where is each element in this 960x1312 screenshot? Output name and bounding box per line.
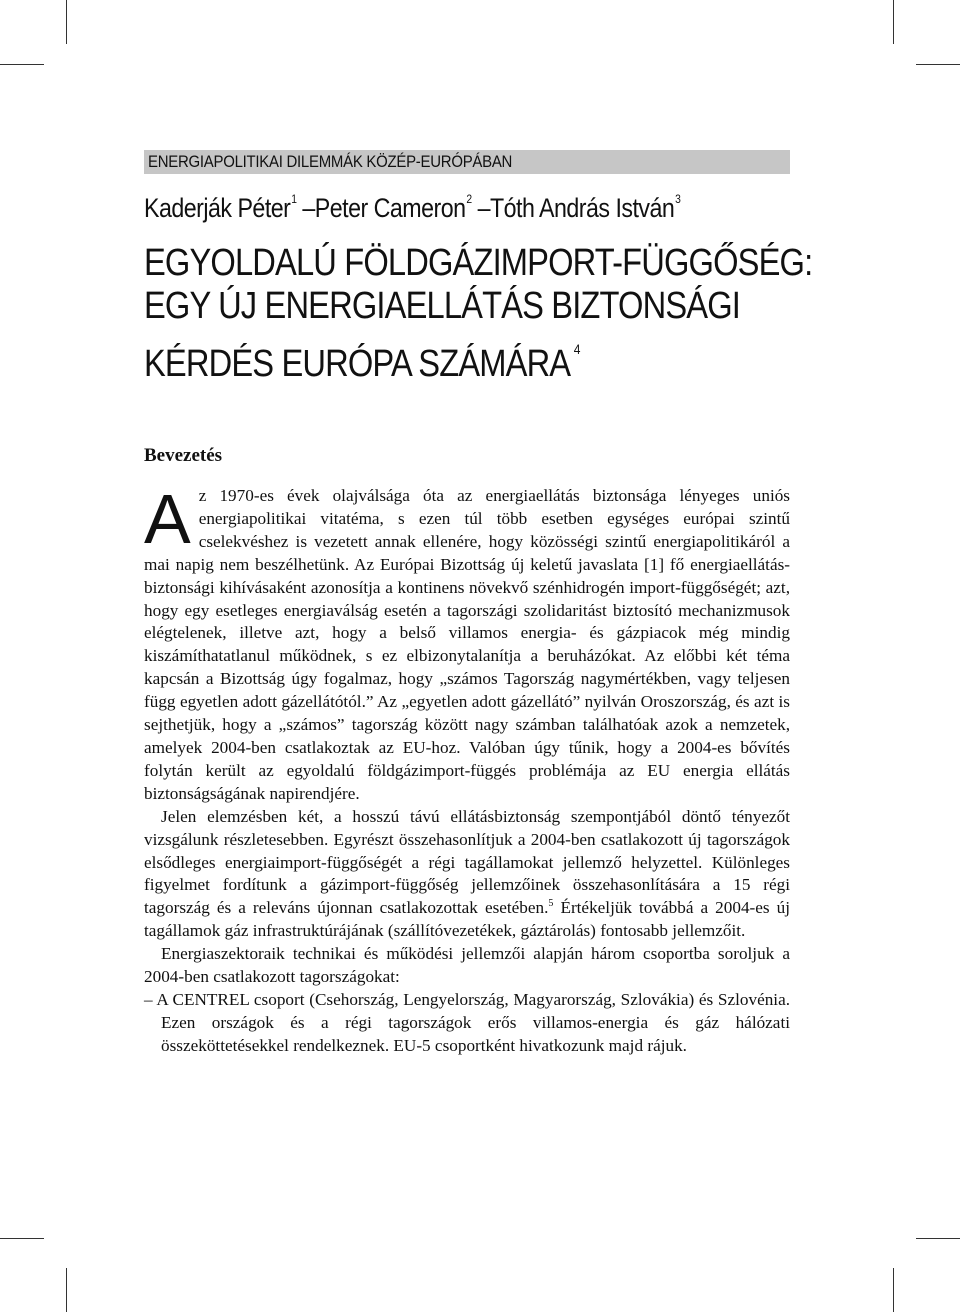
crop-mark-bottom-left-h [0, 1238, 44, 1239]
crop-mark-top-right-h [916, 64, 960, 65]
title-line: EGYOLDALÚ FÖLDGÁZIMPORT-FÜGGŐSÉG: [144, 242, 813, 284]
crop-mark-top-left-h [0, 64, 44, 65]
section-heading: Bevezetés [144, 445, 223, 466]
article-title [144, 242, 812, 386]
footnote-ref[interactable]: 5 [548, 898, 554, 910]
author-name: Peter Cameron [314, 193, 466, 223]
crop-mark-bottom-right [893, 1268, 894, 1312]
title-line: EGY ÚJ ENERGIAELLÁTÁS BIZTONSÁGI [144, 285, 741, 327]
crop-mark-bottom-right-h [916, 1238, 960, 1239]
author-footnote-ref[interactable]: 1 [291, 192, 297, 206]
author-name: Tóth András István [489, 193, 675, 223]
author-name: Kaderják Péter [144, 193, 291, 223]
body-text [144, 480, 790, 1058]
author-footnote-ref[interactable]: 2 [466, 192, 472, 206]
paragraph: Jelen elemzésben két, a hosszú távú ellátásbiztonság szempontjából döntő tényezőt vizsgálunk részletesebben. Egyrészt összehasonlítjuk a 2004-ben csatlakozott új tagországok elsődleges energiaimport-függőségét a régi tagállamokat jellemző helyzettel. Különleges figyelmet fordítunk a gázimport-függőség jellemzőinek összehasonlítására a 15 régi tagország és a releváns újonnan csatlakozottak esetében.$^5$ Értékeljük továbbá a 2004-es új tagállamok gáz infrastruktúrájának (szállítóvezetékek, gáztárolás) fontosabb jellemzőit. [144, 806, 790, 941]
title-line: KÉRDÉS EURÓPA SZÁMÁRA $^4$ [144, 341, 580, 385]
paragraph: Az 1970-es évek olajválsága óta az energiaellátás biztonsága lényeges uniós energiapolitikai vitatéma, s ezen túl több esetben egységes európai szintű cselekvéshez is vezetett annak ellenére, hogy közösségi szintű energiapolitikáról a mai napig nem beszélhetünk. Az Európai Bizottság új keletű javaslata [1] fő energiaellátás-biztonsági kihívásaként azonosítja a kontinens növekvő szénhidrogén import-függőségét; azt, hogy egy esetleges energiaválság esetén a tagországi szolidaritást biztosító mechanizmusok elégtelenek, illetve azt, hogy a belső villamos energia- és gázpiacok még mindig kiszámíthatatlanul működnek, s ez elbizonytalanítja a beruházókat. Az előbbi két téma kapcsán a Bizottság úgy fogalmaz, hogy „számos Tagország nagymértékben, vagy teljesen függ egyetlen adott gázellátótól.” Az „egyetlen adott gázellátó” nyilván Oroszország, és azt is sejthetjük, hogy a „számos” tagország között nagy számban találhatóak azok a nemzetek, amelyek 2004-ben csatlakoztak az EU-hoz. Valóban úgy tűnik, hogy a 2004-es bővítés folytán került az egyoldalú földgázimport-függés problémája az EU energia ellátás biztonságságának napirendjére. [144, 480, 790, 803]
crop-mark-top-left [66, 0, 67, 44]
section-header-bar [144, 150, 790, 174]
section-header-text: ENERGIAPOLITIKAI DILEMMÁK KÖZÉP-EURÓPÁBAN [148, 152, 513, 171]
crop-mark-top-right [893, 0, 894, 44]
author-footnote-ref[interactable]: 3 [675, 192, 681, 206]
paragraph: Energiaszektoraik technikai és működési jellemzői alapján három csoportba soroljuk a 2004-ben csatlakozott tagországokat: [144, 944, 790, 987]
crop-mark-bottom-left [66, 1268, 67, 1312]
drop-cap: A [144, 480, 191, 558]
author-line: Kaderják Péter$^1$ –Peter Cameron$^2$ –Tóth András István$^3$ [144, 192, 681, 223]
list-item: – A CENTREL csoport (Csehország, Lengyelország, Magyarország, Szlovákia) és Szlovénia. Ezen országok és a régi tagországok erős villamos-energia és gáz hálózati összeköttetésekkel rendelkeznek. EU-5 csoportként hivatkozunk majd rájuk. [144, 989, 790, 1055]
title-footnote-ref[interactable]: 4 [573, 341, 580, 357]
